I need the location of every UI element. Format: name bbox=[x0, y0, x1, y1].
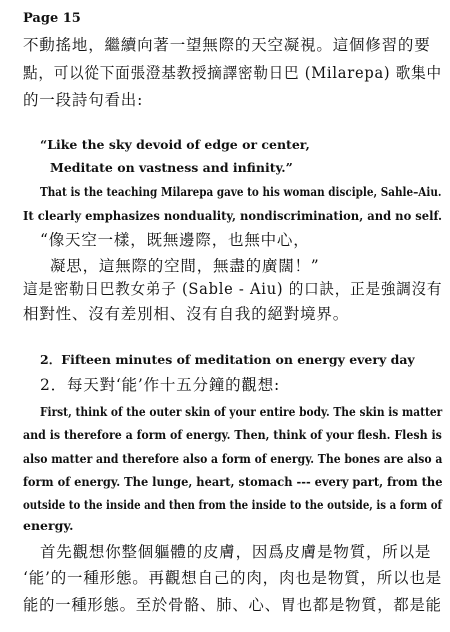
quote-line: Meditate on vastness and infinity.” bbox=[50, 160, 293, 175]
text-line: 點，可以從下面張澄基教授摘譯密勒日巴 (Milarepa) 歌集中 bbox=[23, 64, 442, 82]
text-line: 這是密勒日巴教女弟子 (Sable - Aiu) 的口訣，正是強調沒有 bbox=[23, 280, 443, 298]
section-heading: 2．每天對‘能’作十五分鐘的觀想: bbox=[40, 376, 281, 394]
text-line: 首先觀想你整個軀體的皮膚，因爲皮膚是物質，所以是 bbox=[40, 543, 432, 561]
text-line: form of energy. The lunge, heart, stomach --- every part, from the bbox=[23, 474, 443, 489]
text-line: 能的一種形態。至於骨骼、肺、心、胃也都是物質，都是能 bbox=[23, 596, 442, 614]
text-line: energy. bbox=[23, 518, 74, 533]
quote-line: “像天空一樣，既無邊際，也無中心， bbox=[40, 231, 310, 249]
text-line: 不動搖地，繼續向著一望無際的天空凝視。這個修習的要 bbox=[23, 36, 431, 54]
text-line: and is therefore a form of energy. Then, think of your flesh. Flesh is bbox=[23, 427, 442, 442]
quote-line: 凝思，這無際的空間，無盡的廣闊！” bbox=[50, 257, 320, 275]
text-line: 相對性、沒有差別相、沒有自我的絕對境界。 bbox=[23, 305, 350, 323]
section-heading: 2．Fifteen minutes of meditation on energy every day bbox=[40, 352, 415, 367]
page-number: Page 15 bbox=[23, 11, 81, 26]
text-line: ‘能’的一種形態。再觀想自己的肉，肉也是物質，所以也是 bbox=[23, 569, 442, 587]
text-line: It clearly emphasizes nonduality, nondiscrimination, and no self. bbox=[23, 208, 443, 223]
text-line: First, think of the outer skin of your entire body. The skin is matter bbox=[40, 404, 443, 419]
quote-line: “Like the sky devoid of edge or center, bbox=[40, 137, 310, 152]
text-line: outside to the inside and then from the inside to the outside, is a form of bbox=[23, 497, 442, 512]
text-line: That is the teaching Milarepa gave to his woman disciple, Sahle–Aiu. bbox=[40, 184, 442, 199]
text-line: 的一段詩句看出: bbox=[23, 91, 144, 109]
text-line: also matter and therefore also a form of energy. The bones are also a bbox=[23, 451, 443, 466]
